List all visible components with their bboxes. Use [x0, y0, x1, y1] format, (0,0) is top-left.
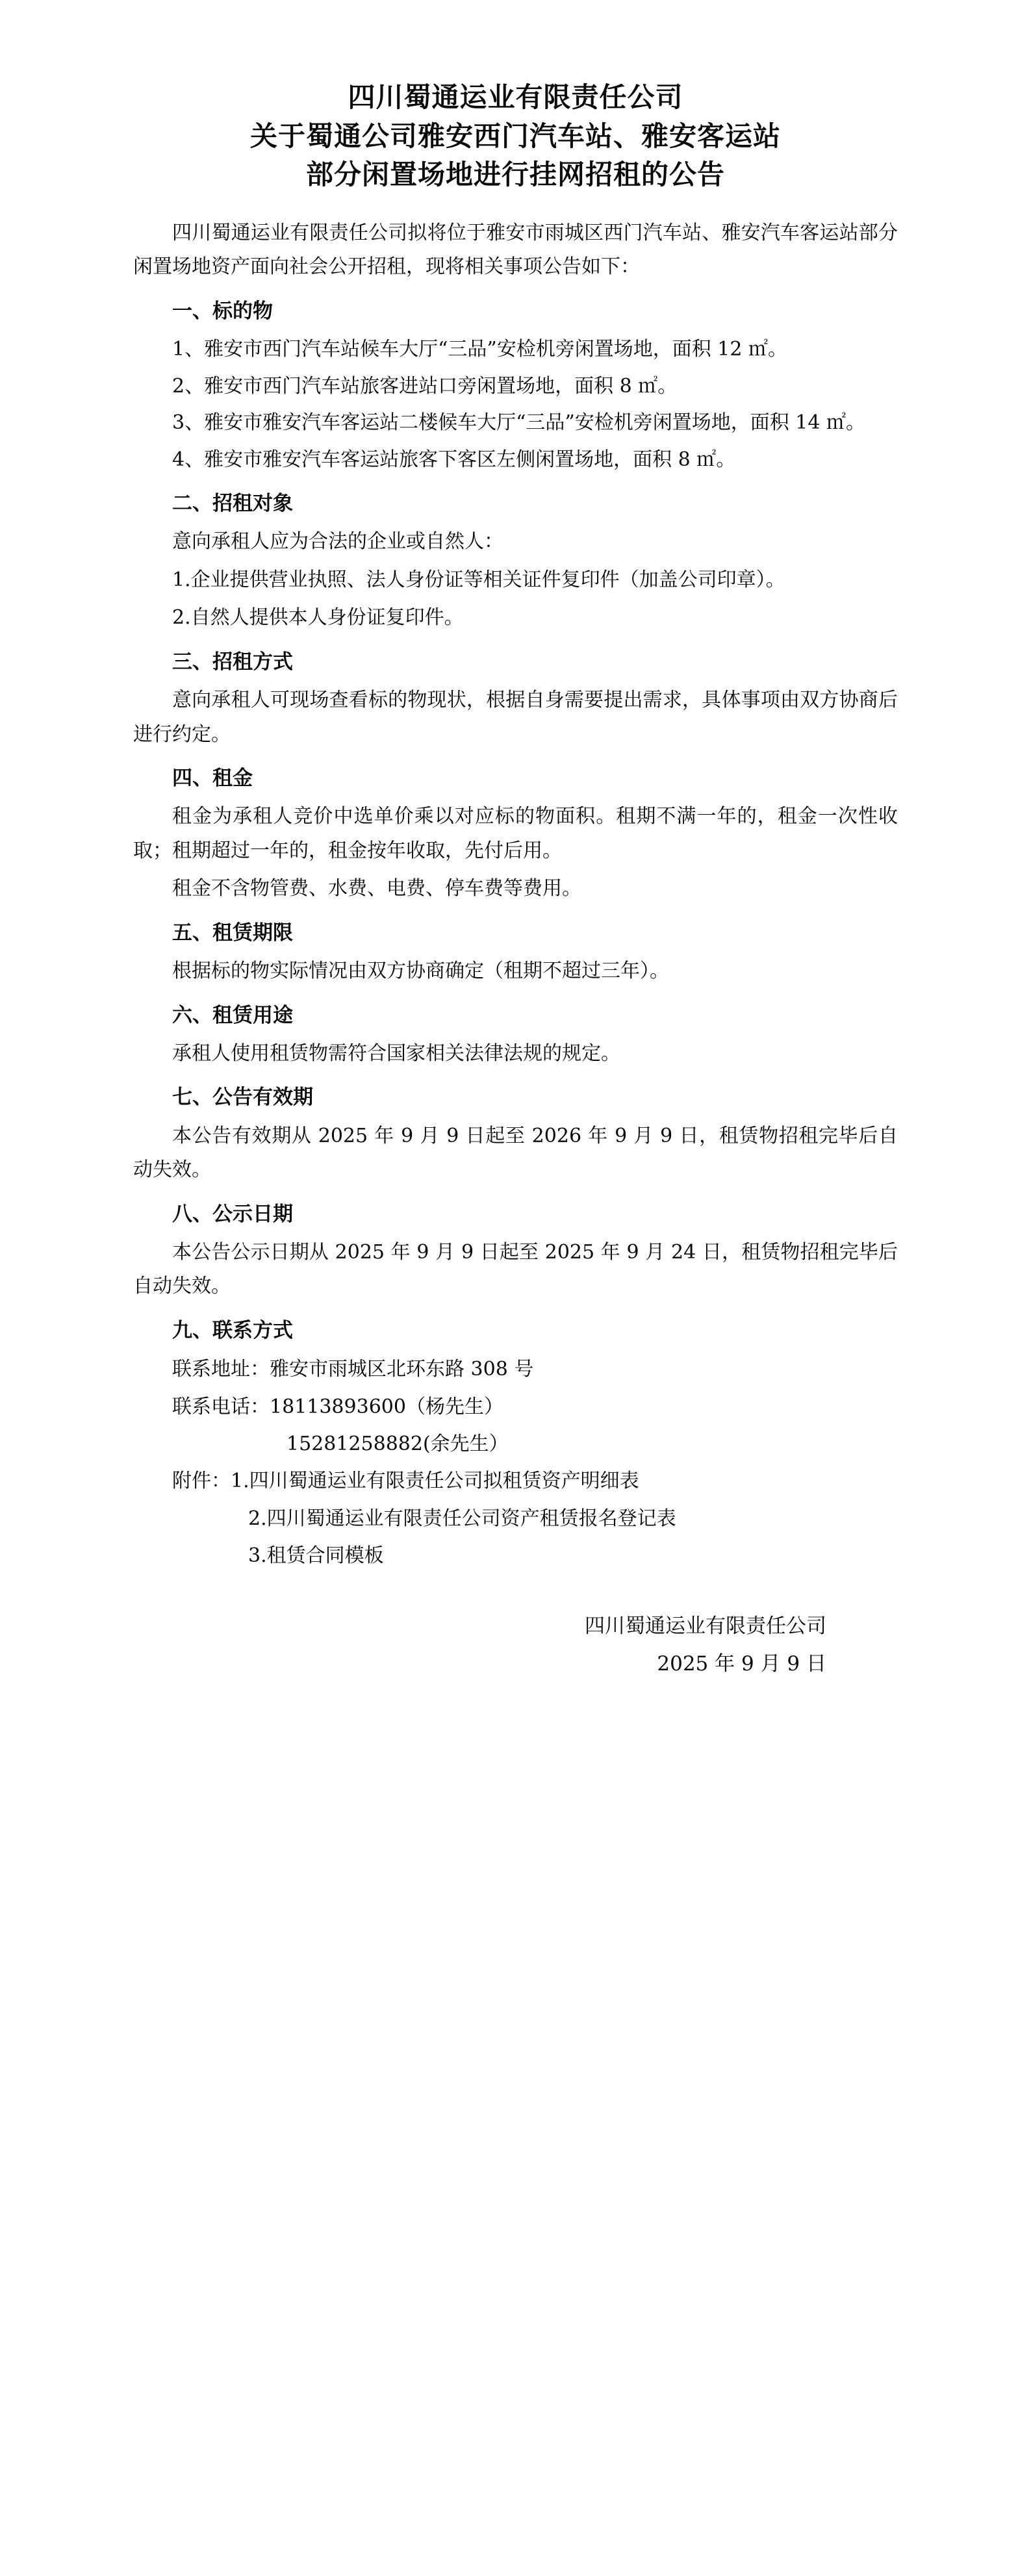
section-paragraph: 意向承租人应为合法的企业或自然人： — [172, 530, 503, 554]
section-paragraph: 2.自然人提供本人身份证复印件。 — [172, 606, 464, 630]
signature-block — [133, 1608, 898, 1683]
title-line-1: 四川蜀通运业有限责任公司 — [348, 81, 683, 113]
section-paragraph: 承租人使用租赁物需符合国家相关法律法规的规定。 — [172, 1041, 620, 1065]
section-heading-2: 二、招租对象 — [172, 492, 293, 516]
section-paragraph: 1.企业提供营业执照、法人身份证等相关证件复印件（加盖公司印章）。 — [172, 568, 785, 591]
section-paragraph: 本公告有效期从 2025 年 9 月 9 日起至 2026 年 9 月 9 日，租赁物招租完毕后自动失效。 — [133, 1124, 898, 1182]
section-heading-5: 五、租赁期限 — [172, 921, 293, 945]
section-heading-1: 一、标的物 — [172, 299, 273, 323]
list-item: 4、雅安市雅安汽车客运站旅客下客区左侧闲置场地，面积 8 ㎡。 — [172, 448, 736, 471]
attachment-item: 附件：1.四川蜀通运业有限责任公司拟租赁资产明细表 — [172, 1470, 639, 1493]
section-heading-3: 三、招租方式 — [172, 650, 293, 674]
section-paragraph: 本公告公示日期从 2025 年 9 月 9 日起至 2025 年 9 月 24 日，租赁物招租完毕后自动失效。 — [133, 1240, 898, 1298]
section-paragraph: 意向承租人可现场查看标的物现状，根据自身需要提出需求，具体事项由双方协商后进行约定。 — [133, 689, 898, 746]
list-item: 2、雅安市西门汽车站旅客进站口旁闲置场地，面积 8 ㎡。 — [172, 374, 678, 398]
section-heading-6: 六、租赁用途 — [172, 1003, 293, 1027]
contact-phone-primary: 联系电话：18113893600（杨先生） — [172, 1395, 503, 1418]
title-line-2: 关于蜀通公司雅安西门汽车站、雅安客运站 — [249, 120, 781, 152]
section-heading-7: 七、公告有效期 — [172, 1086, 313, 1110]
contact-phone-secondary: 15281258882(余先生） — [286, 1432, 509, 1455]
signature-company: 四川蜀通运业有限责任公司 — [585, 1614, 826, 1639]
page-title — [133, 78, 898, 194]
signature-date: 2025 年 9 月 9 日 — [657, 1651, 826, 1676]
contact-address: 联系地址：雅安市雨城区北环东路 308 号 — [172, 1358, 534, 1381]
list-item: 1、雅安市西门汽车站候车大厅“三品”安检机旁闲置场地，面积 12 ㎡。 — [172, 338, 788, 361]
title-line-3: 部分闲置场地进行挂网招租的公告 — [305, 159, 725, 191]
section-heading-9: 九、联系方式 — [172, 1318, 293, 1342]
section-heading-4: 四、租金 — [172, 767, 253, 791]
section-paragraph: 租金不含物管费、水费、电费、停车费等费用。 — [172, 877, 581, 900]
section-paragraph: 租金为承租人竞价中选单价乘以对应标的物面积。租期不满一年的，租金一次性收取；租期超过一年的，租金按年收取，先付后用。 — [133, 805, 898, 862]
section-paragraph: 根据标的物实际情况由双方协商确定（租期不超过三年）。 — [172, 960, 669, 983]
section-heading-8: 八、公示日期 — [172, 1202, 293, 1226]
list-item: 3、雅安市雅安汽车客运站二楼候车大厅“三品”安检机旁闲置场地，面积 14 ㎡。 — [172, 411, 866, 435]
attachment-item: 3.租赁合同模板 — [248, 1544, 384, 1568]
intro-paragraph: 四川蜀通运业有限责任公司拟将位于雅安市雨城区西门汽车站、雅安汽车客运站部分闲置场地资产面向社会公开招租，现将相关事项公告如下： — [133, 221, 898, 279]
attachment-item: 2.四川蜀通运业有限责任公司资产租赁报名登记表 — [248, 1507, 676, 1530]
